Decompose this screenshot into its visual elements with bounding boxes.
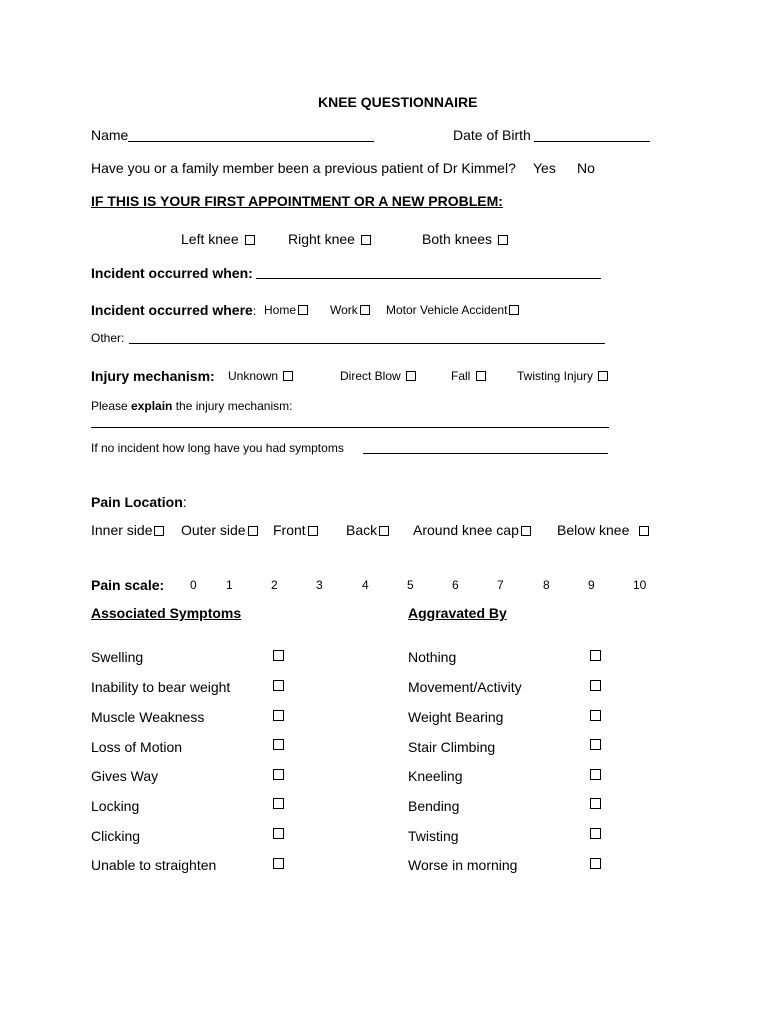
pain-location-heading — [91, 495, 187, 509]
no-incident-label: If no incident how long have you had symptoms — [91, 441, 344, 455]
pain-location-colon: : — [182, 494, 187, 510]
pain-scale-10[interactable]: 10 — [633, 578, 647, 592]
around-knee-cap-checkbox[interactable] — [521, 526, 531, 536]
aggravated-checkbox-worse-in-morning[interactable] — [590, 858, 601, 869]
home-label: Home — [264, 303, 297, 317]
pain-scale-4[interactable]: 4 — [362, 578, 369, 592]
pain-scale-2[interactable]: 2 — [271, 578, 278, 592]
incident-where-row — [91, 303, 256, 319]
mva-checkbox[interactable] — [509, 305, 519, 315]
symptom-label-muscle-weakness: Muscle Weakness — [91, 709, 205, 725]
outer-side-label: Outer side — [181, 522, 246, 538]
aggravated-checkbox-kneeling[interactable] — [590, 769, 601, 780]
explain-bold: explain — [131, 399, 173, 413]
symptom-label-locking: Locking — [91, 798, 140, 814]
front-checkbox[interactable] — [308, 526, 318, 536]
left-knee-checkbox[interactable] — [245, 235, 255, 245]
pain-scale-8[interactable]: 8 — [543, 578, 550, 592]
symptom-label-loss-of-motion: Loss of Motion — [91, 739, 183, 755]
back-option[interactable] — [346, 523, 389, 537]
symptom-checkbox-swelling[interactable] — [273, 650, 284, 661]
inner-side-label: Inner side — [91, 522, 153, 538]
explain-field[interactable] — [91, 427, 609, 428]
both-knees-checkbox[interactable] — [498, 235, 508, 245]
symptom-checkbox-inability[interactable] — [273, 680, 284, 691]
incident-where-colon: : — [252, 304, 257, 318]
symptom-checkbox-unable-to-straighten[interactable] — [273, 858, 284, 869]
back-checkbox[interactable] — [379, 526, 389, 536]
mva-option[interactable] — [386, 304, 519, 316]
around-knee-cap-label: Around knee cap — [413, 522, 519, 538]
outer-side-checkbox[interactable] — [248, 526, 258, 536]
pain-scale-3[interactable]: 3 — [316, 578, 323, 592]
fall-option[interactable] — [451, 370, 486, 382]
incident-when-label: Incident occurred when: — [91, 265, 253, 281]
left-knee-option[interactable] — [181, 232, 255, 246]
both-knees-label: Both knees — [422, 231, 493, 247]
incident-when-field[interactable] — [256, 278, 601, 279]
front-option[interactable] — [273, 523, 318, 537]
aggravated-label-movement: Movement/Activity — [408, 679, 522, 695]
right-knee-checkbox[interactable] — [361, 235, 371, 245]
unknown-checkbox[interactable] — [283, 371, 293, 381]
previous-patient-no[interactable]: No — [577, 160, 595, 176]
other-label: Other: — [91, 331, 125, 345]
unknown-option[interactable] — [228, 370, 293, 382]
around-knee-cap-option[interactable] — [413, 523, 531, 537]
symptom-checkbox-gives-way[interactable] — [273, 769, 284, 780]
name-field[interactable] — [128, 141, 374, 142]
back-label: Back — [346, 522, 378, 538]
dob-field[interactable] — [534, 141, 650, 142]
aggravated-checkbox-weight-bearing[interactable] — [590, 710, 601, 721]
direct-blow-label: Direct Blow — [340, 369, 401, 383]
symptom-label-unable-to-straighten: Unable to straighten — [91, 857, 217, 873]
inner-side-checkbox[interactable] — [154, 526, 164, 536]
symptom-label-inability: Inability to bear weight — [91, 679, 231, 695]
aggravated-label-weight-bearing: Weight Bearing — [408, 709, 504, 725]
aggravated-checkbox-movement[interactable] — [590, 680, 601, 691]
twisting-injury-option[interactable] — [517, 370, 608, 382]
work-option[interactable] — [330, 304, 370, 316]
below-knee-checkbox[interactable] — [639, 526, 649, 536]
twisting-injury-label: Twisting Injury — [517, 369, 594, 383]
name-label: Name — [91, 127, 129, 143]
front-label: Front — [273, 522, 306, 538]
symptom-checkbox-clicking[interactable] — [273, 828, 284, 839]
aggravated-checkbox-stair-climbing[interactable] — [590, 739, 601, 750]
aggravated-checkbox-twisting[interactable] — [590, 828, 601, 839]
pain-location-label: Pain Location — [91, 494, 183, 510]
direct-blow-option[interactable] — [340, 370, 416, 382]
injury-mechanism-label: Injury mechanism: — [91, 368, 215, 384]
direct-blow-checkbox[interactable] — [406, 371, 416, 381]
symptom-label-swelling: Swelling — [91, 649, 144, 665]
both-knees-option[interactable] — [422, 232, 508, 246]
previous-patient-question: Have you or a family member been a previous patient of Dr Kimmel? — [91, 160, 516, 176]
symptom-checkbox-loss-of-motion[interactable] — [273, 739, 284, 750]
other-field[interactable] — [129, 343, 605, 344]
aggravated-label-kneeling: Kneeling — [408, 768, 463, 784]
page-title: KNEE QUESTIONNAIRE — [318, 94, 478, 110]
aggravated-label-bending: Bending — [408, 798, 460, 814]
aggravated-label-worse-in-morning: Worse in morning — [408, 857, 518, 873]
work-checkbox[interactable] — [360, 305, 370, 315]
outer-side-option[interactable] — [181, 523, 258, 537]
symptom-label-clicking: Clicking — [91, 828, 141, 844]
home-checkbox[interactable] — [298, 305, 308, 315]
incident-where-label: Incident occurred where — [91, 302, 253, 318]
explain-post: the injury mechanism: — [172, 399, 293, 413]
previous-patient-yes[interactable]: Yes — [533, 160, 556, 176]
no-incident-field[interactable] — [363, 453, 608, 454]
right-knee-option[interactable] — [288, 232, 371, 246]
pain-scale-5[interactable]: 5 — [407, 578, 414, 592]
explain-pre: Please — [91, 399, 132, 413]
twisting-injury-checkbox[interactable] — [598, 371, 608, 381]
left-knee-label: Left knee — [181, 231, 239, 247]
symptom-checkbox-locking[interactable] — [273, 798, 284, 809]
section-heading: IF THIS IS YOUR FIRST APPOINTMENT OR A NEW PROBLEM: — [91, 193, 503, 209]
pain-scale-label: Pain scale: — [91, 577, 165, 593]
pain-scale-6[interactable]: 6 — [452, 578, 459, 592]
associated-symptoms-heading: Associated Symptoms — [91, 605, 242, 621]
aggravated-label-nothing: Nothing — [408, 649, 457, 665]
aggravated-label-stair-climbing: Stair Climbing — [408, 739, 496, 755]
unknown-label: Unknown — [228, 369, 279, 383]
pain-scale-9[interactable]: 9 — [588, 578, 595, 592]
home-option[interactable] — [264, 304, 308, 316]
inner-side-option[interactable] — [91, 523, 164, 537]
right-knee-label: Right knee — [288, 231, 355, 247]
work-label: Work — [330, 303, 358, 317]
below-knee-option[interactable] — [557, 523, 649, 537]
symptom-checkbox-muscle-weakness[interactable] — [273, 710, 284, 721]
dob-label: Date of Birth — [453, 127, 531, 143]
aggravated-label-twisting: Twisting — [408, 828, 459, 844]
fall-checkbox[interactable] — [476, 371, 486, 381]
symptom-label-gives-way: Gives Way — [91, 768, 159, 784]
mva-label: Motor Vehicle Accident — [386, 303, 508, 317]
aggravated-checkbox-bending[interactable] — [590, 798, 601, 809]
below-knee-label: Below knee — [557, 522, 630, 538]
pain-scale-1[interactable]: 1 — [226, 578, 233, 592]
pain-scale-0[interactable]: 0 — [190, 578, 197, 592]
fall-label: Fall — [451, 369, 471, 383]
pain-scale-7[interactable]: 7 — [497, 578, 504, 592]
aggravated-checkbox-nothing[interactable] — [590, 650, 601, 661]
explain-prompt — [91, 400, 292, 412]
aggravated-by-heading: Aggravated By — [408, 605, 507, 621]
